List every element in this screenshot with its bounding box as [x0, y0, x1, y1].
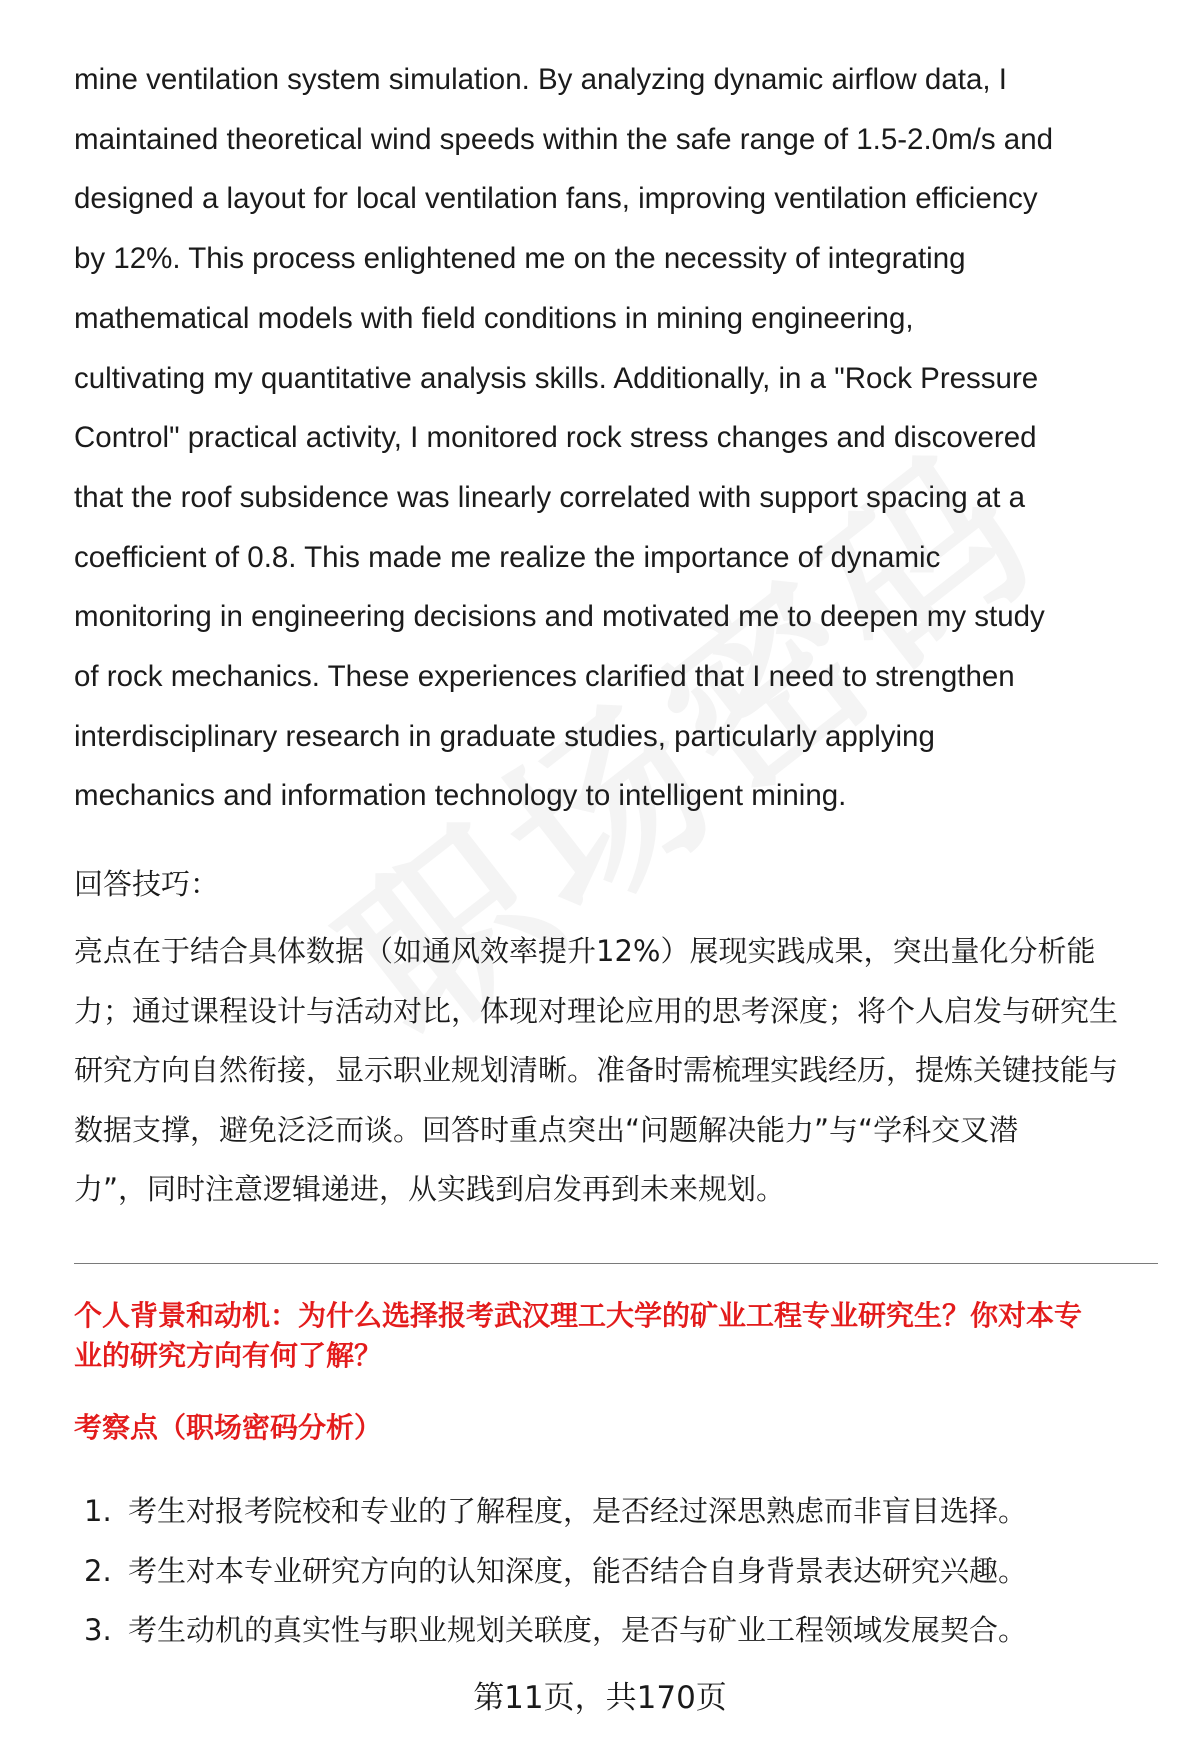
- tips-line: 亮点在于结合具体数据（如通风效率提升12%）展现实践成果，突出量化分析能: [74, 934, 1096, 968]
- paragraph-line: interdisciplinary research in graduate studies, particularly applying: [74, 719, 935, 753]
- list-item-number: 3.: [84, 1613, 112, 1647]
- paragraph-line: Control" practical activity, I monitored rock stress changes and discovered: [74, 421, 1037, 455]
- list-item: [84, 1482, 1164, 1542]
- tips-line: 研究方向自然衔接，显示职业规划清晰。准备时需梳理实践经历，提炼关键技能与: [74, 1053, 1119, 1087]
- paragraph-line: mine ventilation system simulation. By analyzing dynamic airflow data, I: [74, 63, 1007, 96]
- list-item-number: 2.: [84, 1553, 112, 1588]
- paragraph-line: coefficient of 0.8. This made me realize the importance of dynamic: [74, 540, 941, 574]
- paragraph-line: that the roof subsidence was linearly correlated with support spacing at a: [74, 480, 1026, 514]
- english-paragraph: [74, 50, 1164, 826]
- list-item: [84, 1601, 1164, 1661]
- question-heading: [74, 1296, 1164, 1376]
- paragraph-line: designed a layout for local ventilation fans, improving ventilation efficiency: [74, 182, 1038, 216]
- paragraph-line: monitoring in engineering decisions and motivated me to deepen my study: [74, 600, 1045, 634]
- list-item-number: 1.: [84, 1494, 112, 1528]
- tips-heading: 回答技巧：: [74, 867, 220, 901]
- tips-line: 力；通过课程设计与活动对比，体现对理论应用的思考深度；将个人启发与研究生: [74, 993, 1119, 1028]
- list-item-text: 考生动机的真实性与职业规划关联度，是否与矿业工程领域发展契合。: [128, 1613, 1028, 1647]
- list-item-text: 考生对报考院校和专业的了解程度，是否经过深思熟虑而非盲目选择。: [128, 1494, 1028, 1528]
- paragraph-line: maintained theoretical wind speeds within the safe range of 1.5-2.0m/s and: [74, 122, 1054, 156]
- paragraph-line: of rock mechanics. These experiences clarified that I need to strengthen: [74, 660, 1015, 694]
- section-divider: [74, 1263, 1158, 1264]
- assessment-heading: 考察点（职场密码分析）: [74, 1411, 383, 1444]
- list-item-text: 考生对本专业研究方向的认知深度，能否结合自身背景表达研究兴趣。: [128, 1553, 1028, 1588]
- question-line: 业的研究方向有何了解？: [74, 1339, 383, 1372]
- paragraph-line: by 12%. This process enlightened me on the necessity of integrating: [74, 242, 966, 276]
- tips-paragraph: [74, 922, 1154, 1220]
- paragraph-line: cultivating my quantitative analysis skills. Additionally, in a "Rock Pressure: [74, 361, 1039, 395]
- tips-line: 数据支撑，避免泛泛而谈。回答时重点突出“问题解决能力”与“学科交叉潜: [74, 1112, 1019, 1147]
- question-line: 个人背景和动机：为什么选择报考武汉理工大学的矿业工程专业研究生？你对本专: [74, 1299, 1083, 1332]
- assessment-list: [84, 1482, 1164, 1661]
- page-number: 第11页，共170页: [473, 1680, 727, 1716]
- paragraph-line: mechanics and information technology to intelligent mining.: [74, 779, 847, 813]
- paragraph-line: mathematical models with field conditions in mining engineering,: [74, 301, 914, 335]
- list-item: [84, 1542, 1164, 1602]
- tips-line: 力”，同时注意逻辑递进，从实践到启发再到未来规划。: [74, 1172, 786, 1206]
